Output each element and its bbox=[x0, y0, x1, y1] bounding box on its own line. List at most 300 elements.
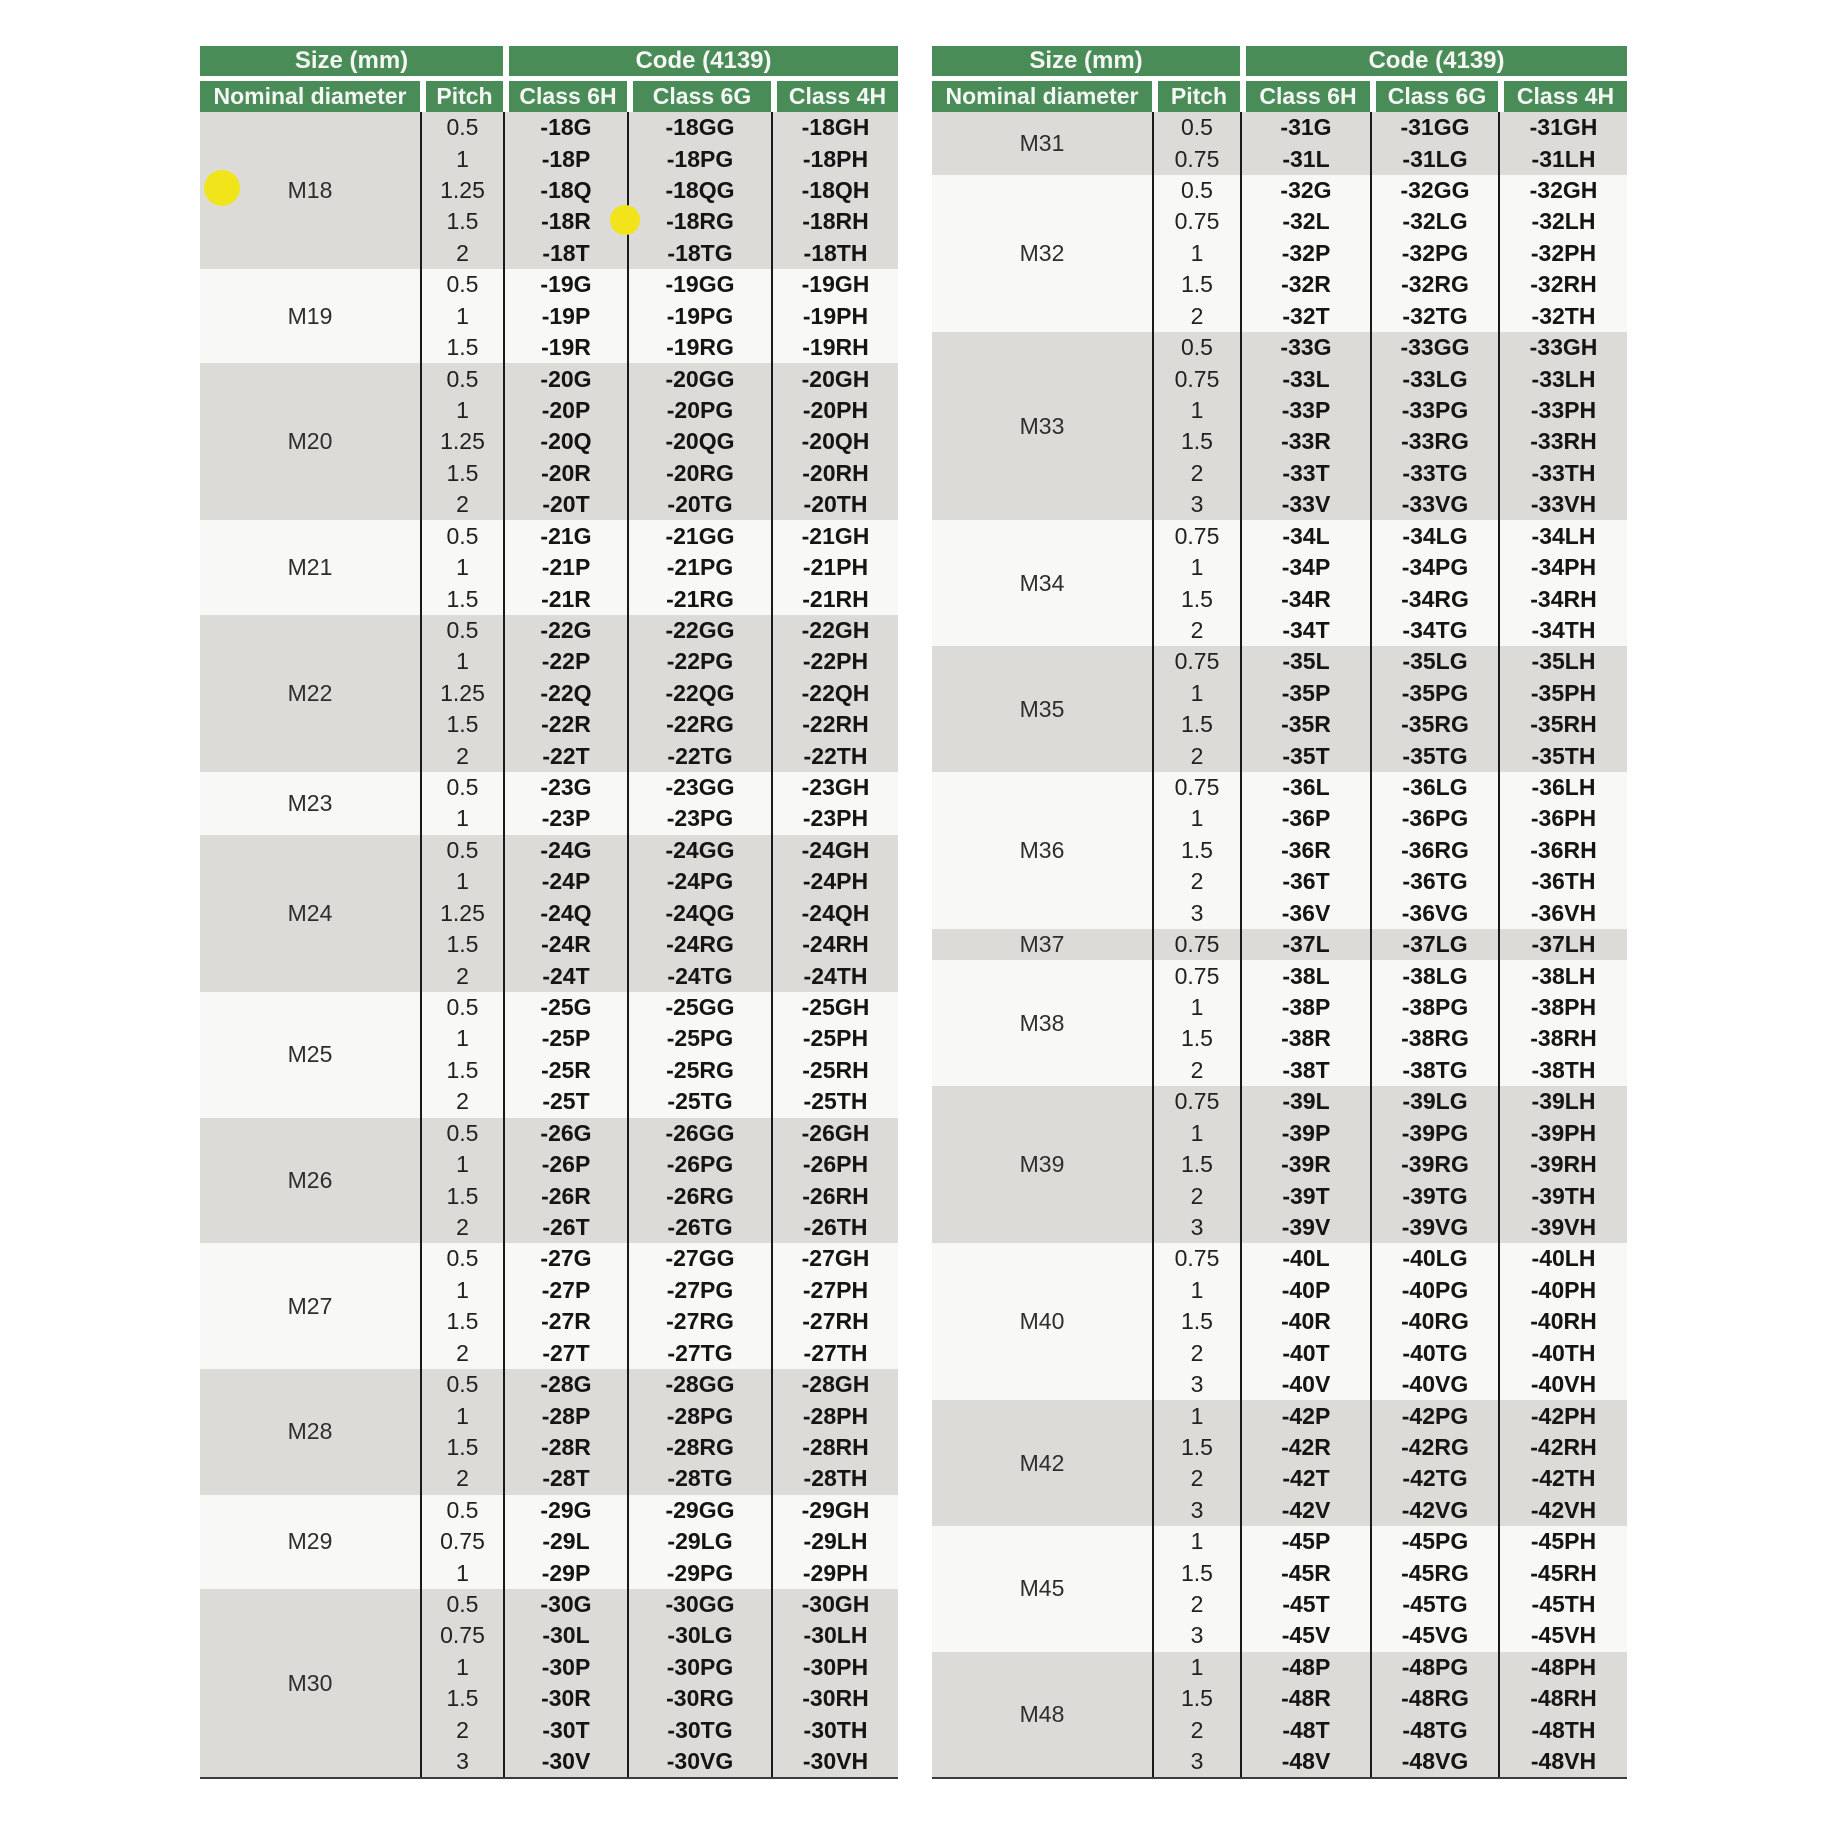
header-group-row bbox=[200, 46, 898, 76]
code-cell: -45PG bbox=[1370, 1526, 1498, 1557]
code-cell: -45R bbox=[1240, 1557, 1370, 1588]
diameter-cell: M31 bbox=[1019, 129, 1065, 156]
pitch-cell: 1.5 bbox=[1152, 583, 1240, 614]
code-cell: -18G bbox=[503, 112, 627, 143]
code-cell: -20TG bbox=[627, 489, 771, 520]
code-cell: -37LG bbox=[1370, 929, 1498, 960]
pitch-cell: 0.75 bbox=[1152, 646, 1240, 677]
code-cell: -39TG bbox=[1370, 1180, 1498, 1211]
pitch-cell: 1.5 bbox=[420, 1683, 503, 1714]
code-cell: -38PG bbox=[1370, 992, 1498, 1023]
pitch-cell: 1 bbox=[420, 1652, 503, 1683]
code-cell: -35LG bbox=[1370, 646, 1498, 677]
code-cell: -33RH bbox=[1498, 426, 1627, 457]
code-cell: -26GH bbox=[771, 1118, 898, 1149]
code-cell: -27PG bbox=[627, 1275, 771, 1306]
code-cell: -18T bbox=[503, 238, 627, 269]
pitch-cell: 1.5 bbox=[1152, 426, 1240, 457]
code-cell: -42PG bbox=[1370, 1400, 1498, 1431]
column-header-class-6h: Class 6H bbox=[503, 81, 627, 112]
code-cell: -35TH bbox=[1498, 740, 1627, 771]
table-body bbox=[932, 112, 1627, 1779]
code-cell: -30P bbox=[503, 1652, 627, 1683]
pitch-cell: 2 bbox=[1152, 1180, 1240, 1211]
code-cell: -40P bbox=[1240, 1275, 1370, 1306]
code-cell: -45VH bbox=[1498, 1620, 1627, 1651]
code-cell: -30L bbox=[503, 1620, 627, 1651]
pitch-cell: 0.75 bbox=[1152, 143, 1240, 174]
code-cell: -28TG bbox=[627, 1463, 771, 1494]
code-cell: -19PH bbox=[771, 301, 898, 332]
code-cell: -28PG bbox=[627, 1400, 771, 1431]
code-cell: -30G bbox=[503, 1589, 627, 1620]
code-cell: -30RG bbox=[627, 1683, 771, 1714]
code-cell: -35PG bbox=[1370, 678, 1498, 709]
diameter-cell: M40 bbox=[1019, 1308, 1065, 1335]
code-cell: -45TH bbox=[1498, 1589, 1627, 1620]
code-cell: -29G bbox=[503, 1495, 627, 1526]
code-cell: -26TG bbox=[627, 1212, 771, 1243]
table-body bbox=[200, 112, 898, 1779]
code-cell: -33R bbox=[1240, 426, 1370, 457]
code-cell: -21P bbox=[503, 552, 627, 583]
pitch-cell: 1.5 bbox=[1152, 269, 1240, 300]
code-cell: -40PH bbox=[1498, 1275, 1627, 1306]
code-cell: -27TG bbox=[627, 1337, 771, 1368]
code-cell: -36P bbox=[1240, 803, 1370, 834]
pitch-cell: 0.5 bbox=[1152, 175, 1240, 206]
code-cell: -21GG bbox=[627, 520, 771, 551]
pitch-cell: 0.75 bbox=[1152, 772, 1240, 803]
pitch-cell: 3 bbox=[1152, 1212, 1240, 1243]
size-group-m48 bbox=[932, 1652, 1627, 1778]
click-marker-1 bbox=[204, 170, 240, 206]
code-cell: -38R bbox=[1240, 1023, 1370, 1054]
code-cell: -28PH bbox=[771, 1400, 898, 1431]
diameter-cell: M45 bbox=[1019, 1575, 1065, 1602]
code-cell: -40LH bbox=[1498, 1243, 1627, 1274]
code-cell: -18RH bbox=[771, 206, 898, 237]
pitch-cell: 0.75 bbox=[1152, 363, 1240, 394]
code-cell: -35TG bbox=[1370, 740, 1498, 771]
code-cell: -36TH bbox=[1498, 866, 1627, 897]
diameter-cell: M20 bbox=[287, 428, 333, 455]
pitch-cell: 0.5 bbox=[420, 1243, 503, 1274]
code-cell: -35RG bbox=[1370, 709, 1498, 740]
code-cell: -21RH bbox=[771, 583, 898, 614]
code-cell: -24QG bbox=[627, 898, 771, 929]
code-cell: -29LH bbox=[771, 1526, 898, 1557]
size-group-m24 bbox=[200, 835, 898, 992]
code-cell: -45RH bbox=[1498, 1557, 1627, 1588]
pitch-cell: 1 bbox=[1152, 395, 1240, 426]
code-cell: -39VH bbox=[1498, 1212, 1627, 1243]
code-cell: -27GH bbox=[771, 1243, 898, 1274]
code-cell: -38TG bbox=[1370, 1055, 1498, 1086]
size-header-cell: Size (mm) bbox=[932, 46, 1240, 76]
code-cell: -40TH bbox=[1498, 1337, 1627, 1368]
code-cell: -36VH bbox=[1498, 898, 1627, 929]
code-cell: -36VG bbox=[1370, 898, 1498, 929]
code-cell: -39TH bbox=[1498, 1180, 1627, 1211]
code-cell: -31LH bbox=[1498, 143, 1627, 174]
pitch-cell: 3 bbox=[1152, 1746, 1240, 1777]
code-cell: -28TH bbox=[771, 1463, 898, 1494]
pitch-cell: 2 bbox=[420, 1337, 503, 1368]
code-cell: -34LH bbox=[1498, 520, 1627, 551]
code-cell: -39T bbox=[1240, 1180, 1370, 1211]
code-cell: -18TG bbox=[627, 238, 771, 269]
code-cell: -29L bbox=[503, 1526, 627, 1557]
code-cell: -25P bbox=[503, 1023, 627, 1054]
code-cell: -33TH bbox=[1498, 458, 1627, 489]
pitch-cell: 1.5 bbox=[420, 1055, 503, 1086]
code-cell: -34PG bbox=[1370, 552, 1498, 583]
code-cell: -34RG bbox=[1370, 583, 1498, 614]
code-cell: -38LH bbox=[1498, 960, 1627, 991]
code-cell: -26PG bbox=[627, 1149, 771, 1180]
code-cell: -34RH bbox=[1498, 583, 1627, 614]
code-cell: -36PH bbox=[1498, 803, 1627, 834]
code-cell: -18PG bbox=[627, 143, 771, 174]
code-cell: -32LG bbox=[1370, 206, 1498, 237]
pitch-cell: 2 bbox=[420, 740, 503, 771]
code-cell: -20P bbox=[503, 395, 627, 426]
code-cell: -24TH bbox=[771, 960, 898, 991]
code-cell: -34TH bbox=[1498, 615, 1627, 646]
code-cell: -39P bbox=[1240, 1118, 1370, 1149]
code-cell: -19GH bbox=[771, 269, 898, 300]
code-cell: -30GG bbox=[627, 1589, 771, 1620]
diameter-cell: M35 bbox=[1019, 695, 1065, 722]
pitch-cell: 0.5 bbox=[420, 1118, 503, 1149]
code-cell: -27RG bbox=[627, 1306, 771, 1337]
code-cell: -25RH bbox=[771, 1055, 898, 1086]
diameter-cell: M19 bbox=[287, 302, 333, 329]
code-cell: -24RH bbox=[771, 929, 898, 960]
code-cell: -31LG bbox=[1370, 143, 1498, 174]
code-cell: -35LH bbox=[1498, 646, 1627, 677]
pitch-cell: 1.5 bbox=[1152, 1557, 1240, 1588]
diameter-cell: M29 bbox=[287, 1528, 333, 1555]
code-cell: -33VH bbox=[1498, 489, 1627, 520]
code-cell: -48T bbox=[1240, 1715, 1370, 1746]
code-cell: -18TH bbox=[771, 238, 898, 269]
pitch-cell: 0.5 bbox=[420, 269, 503, 300]
size-group-m34 bbox=[932, 520, 1627, 646]
code-cell: -24T bbox=[503, 960, 627, 991]
pitch-cell: 1.5 bbox=[420, 929, 503, 960]
code-cell: -45V bbox=[1240, 1620, 1370, 1651]
code-cell: -30PG bbox=[627, 1652, 771, 1683]
code-cell: -22GG bbox=[627, 615, 771, 646]
code-cell: -35RH bbox=[1498, 709, 1627, 740]
code-cell: -39R bbox=[1240, 1149, 1370, 1180]
code-cell: -28P bbox=[503, 1400, 627, 1431]
pitch-cell: 0.5 bbox=[420, 520, 503, 551]
code-cell: -40PG bbox=[1370, 1275, 1498, 1306]
code-cell: -19GG bbox=[627, 269, 771, 300]
pitch-cell: 1 bbox=[1152, 678, 1240, 709]
code-cell: -29GH bbox=[771, 1495, 898, 1526]
code-cell: -38P bbox=[1240, 992, 1370, 1023]
code-cell: -18QG bbox=[627, 175, 771, 206]
pitch-cell: 1 bbox=[420, 1400, 503, 1431]
code-cell: -24G bbox=[503, 835, 627, 866]
code-cell: -22QH bbox=[771, 678, 898, 709]
code-cell: -26RG bbox=[627, 1180, 771, 1211]
code-cell: -48VG bbox=[1370, 1746, 1498, 1777]
code-cell: -36L bbox=[1240, 772, 1370, 803]
code-cell: -39V bbox=[1240, 1212, 1370, 1243]
diameter-cell: M24 bbox=[287, 899, 333, 926]
code-cell: -42TH bbox=[1498, 1463, 1627, 1494]
column-header-row bbox=[932, 81, 1627, 112]
size-group-m36 bbox=[932, 772, 1627, 929]
pitch-cell: 1.5 bbox=[1152, 1306, 1240, 1337]
code-cell: -30RH bbox=[771, 1683, 898, 1714]
pitch-cell: 2 bbox=[1152, 615, 1240, 646]
code-cell: -40V bbox=[1240, 1369, 1370, 1400]
diameter-cell: M28 bbox=[287, 1418, 333, 1445]
column-header-class-6h: Class 6H bbox=[1240, 81, 1370, 112]
code-cell: -38LG bbox=[1370, 960, 1498, 991]
code-cell: -30LG bbox=[627, 1620, 771, 1651]
code-cell: -30GH bbox=[771, 1589, 898, 1620]
code-cell: -33TG bbox=[1370, 458, 1498, 489]
pitch-cell: 2 bbox=[1152, 301, 1240, 332]
pitch-cell: 1 bbox=[420, 143, 503, 174]
column-header-class-4h: Class 4H bbox=[1498, 81, 1627, 112]
code-cell: -39RG bbox=[1370, 1149, 1498, 1180]
code-cell: -20RH bbox=[771, 458, 898, 489]
code-cell: -29LG bbox=[627, 1526, 771, 1557]
code-cell: -48P bbox=[1240, 1652, 1370, 1683]
code-cell: -23P bbox=[503, 803, 627, 834]
code-cell: -21RG bbox=[627, 583, 771, 614]
size-group-m42 bbox=[932, 1400, 1627, 1526]
diameter-cell: M38 bbox=[1019, 1009, 1065, 1036]
pitch-cell: 1 bbox=[420, 1023, 503, 1054]
code-cell: -48VH bbox=[1498, 1746, 1627, 1777]
pitch-cell: 3 bbox=[1152, 1495, 1240, 1526]
pitch-cell: 3 bbox=[1152, 898, 1240, 929]
pitch-cell: 0.75 bbox=[1152, 929, 1240, 960]
pitch-cell: 1.25 bbox=[420, 426, 503, 457]
size-group-m37 bbox=[932, 929, 1627, 960]
diameter-cell: M22 bbox=[287, 679, 333, 706]
pitch-cell: 0.5 bbox=[420, 992, 503, 1023]
pitch-cell: 1 bbox=[1152, 1400, 1240, 1431]
code-cell: -32GG bbox=[1370, 175, 1498, 206]
pitch-cell: 0.5 bbox=[420, 1369, 503, 1400]
code-cell: -42V bbox=[1240, 1495, 1370, 1526]
code-cell: -24P bbox=[503, 866, 627, 897]
code-cell: -48PG bbox=[1370, 1652, 1498, 1683]
code-cell: -20G bbox=[503, 363, 627, 394]
code-cell: -30R bbox=[503, 1683, 627, 1714]
code-cell: -27G bbox=[503, 1243, 627, 1274]
code-cell: -36T bbox=[1240, 866, 1370, 897]
pitch-cell: 2 bbox=[1152, 1337, 1240, 1368]
size-group-m20 bbox=[200, 363, 898, 520]
diameter-cell: M39 bbox=[1019, 1151, 1065, 1178]
code-cell: -24QH bbox=[771, 898, 898, 929]
pitch-cell: 0.5 bbox=[420, 772, 503, 803]
code-cell: -33LH bbox=[1498, 363, 1627, 394]
code-cell: -40VG bbox=[1370, 1369, 1498, 1400]
diameter-cell: M25 bbox=[287, 1041, 333, 1068]
pitch-cell: 1.5 bbox=[420, 1180, 503, 1211]
code-cell: -19P bbox=[503, 301, 627, 332]
code-cell: -26RH bbox=[771, 1180, 898, 1211]
pitch-cell: 2 bbox=[420, 489, 503, 520]
pitch-cell: 0.5 bbox=[420, 1495, 503, 1526]
code-cell: -23G bbox=[503, 772, 627, 803]
code-cell: -25TH bbox=[771, 1086, 898, 1117]
code-cell: -27RH bbox=[771, 1306, 898, 1337]
code-cell: -30VG bbox=[627, 1746, 771, 1777]
code-cell: -24R bbox=[503, 929, 627, 960]
size-group-m28 bbox=[200, 1369, 898, 1495]
code-cell: -28GH bbox=[771, 1369, 898, 1400]
code-cell: -39RH bbox=[1498, 1149, 1627, 1180]
pitch-cell: 1.5 bbox=[420, 1432, 503, 1463]
code-cell: -45T bbox=[1240, 1589, 1370, 1620]
code-cell: -36PG bbox=[1370, 803, 1498, 834]
pitch-cell: 0.75 bbox=[420, 1526, 503, 1557]
code-cell: -23PG bbox=[627, 803, 771, 834]
pitch-cell: 0.5 bbox=[420, 112, 503, 143]
code-cell: -18PH bbox=[771, 143, 898, 174]
code-cell: -18GH bbox=[771, 112, 898, 143]
code-cell: -35T bbox=[1240, 740, 1370, 771]
code-cell: -33PG bbox=[1370, 395, 1498, 426]
pitch-cell: 1 bbox=[420, 866, 503, 897]
code-cell: -40T bbox=[1240, 1337, 1370, 1368]
code-cell: -32LH bbox=[1498, 206, 1627, 237]
pitch-cell: 0.5 bbox=[1152, 112, 1240, 143]
code-cell: -39VG bbox=[1370, 1212, 1498, 1243]
code-cell: -27T bbox=[503, 1337, 627, 1368]
code-cell: -31G bbox=[1240, 112, 1370, 143]
code-cell: -30LH bbox=[771, 1620, 898, 1651]
code-cell: -31GH bbox=[1498, 112, 1627, 143]
code-cell: -40RH bbox=[1498, 1306, 1627, 1337]
diameter-cell: M33 bbox=[1019, 412, 1065, 439]
code-cell: -32GH bbox=[1498, 175, 1627, 206]
size-group-m25 bbox=[200, 992, 898, 1118]
code-cell: -22T bbox=[503, 740, 627, 771]
code-cell: -24Q bbox=[503, 898, 627, 929]
pitch-cell: 1 bbox=[1152, 1118, 1240, 1149]
code-cell: -33PH bbox=[1498, 395, 1627, 426]
pitch-cell: 1.5 bbox=[1152, 835, 1240, 866]
pitch-cell: 1 bbox=[1152, 803, 1240, 834]
code-cell: -20GH bbox=[771, 363, 898, 394]
code-cell: -21GH bbox=[771, 520, 898, 551]
pitch-cell: 1.5 bbox=[420, 1306, 503, 1337]
column-header-pitch: Pitch bbox=[1152, 81, 1240, 112]
code-cell: -33VG bbox=[1370, 489, 1498, 520]
code-cell: -33P bbox=[1240, 395, 1370, 426]
pitch-cell: 1 bbox=[420, 552, 503, 583]
size-group-m40 bbox=[932, 1243, 1627, 1400]
size-group-m26 bbox=[200, 1118, 898, 1244]
code-cell: -22TG bbox=[627, 740, 771, 771]
size-group-m39 bbox=[932, 1086, 1627, 1243]
code-cell: -32TH bbox=[1498, 301, 1627, 332]
pitch-cell: 1 bbox=[420, 646, 503, 677]
code-cell: -42VG bbox=[1370, 1495, 1498, 1526]
code-cell: -22PH bbox=[771, 646, 898, 677]
code-cell: -21PG bbox=[627, 552, 771, 583]
code-cell: -48R bbox=[1240, 1683, 1370, 1714]
pitch-cell: 0.75 bbox=[1152, 1243, 1240, 1274]
code-cell: -18P bbox=[503, 143, 627, 174]
pitch-cell: 2 bbox=[420, 1463, 503, 1494]
code-cell: -45PH bbox=[1498, 1526, 1627, 1557]
code-cell: -38L bbox=[1240, 960, 1370, 991]
diameter-cell: M30 bbox=[287, 1669, 333, 1696]
pitch-cell: 0.5 bbox=[1152, 332, 1240, 363]
code-cell: -36RH bbox=[1498, 835, 1627, 866]
size-header-cell: Size (mm) bbox=[200, 46, 503, 76]
code-cell: -36RG bbox=[1370, 835, 1498, 866]
code-cell: -29PG bbox=[627, 1557, 771, 1588]
pitch-cell: 0.5 bbox=[420, 1589, 503, 1620]
code-cell: -20T bbox=[503, 489, 627, 520]
pitch-cell: 0.75 bbox=[1152, 960, 1240, 991]
code-cell: -26R bbox=[503, 1180, 627, 1211]
code-cell: -25R bbox=[503, 1055, 627, 1086]
code-cell: -34TG bbox=[1370, 615, 1498, 646]
code-cell: -25PG bbox=[627, 1023, 771, 1054]
code-cell: -25G bbox=[503, 992, 627, 1023]
code-cell: -34T bbox=[1240, 615, 1370, 646]
code-cell: -21G bbox=[503, 520, 627, 551]
code-cell: -18QH bbox=[771, 175, 898, 206]
pitch-cell: 1.5 bbox=[1152, 1023, 1240, 1054]
code-cell: -33GG bbox=[1370, 332, 1498, 363]
code-cell: -48PH bbox=[1498, 1652, 1627, 1683]
code-cell: -19G bbox=[503, 269, 627, 300]
pitch-cell: 1.5 bbox=[420, 458, 503, 489]
code-cell: -26TH bbox=[771, 1212, 898, 1243]
diameter-cell: M18 bbox=[287, 177, 333, 204]
code-cell: -24PH bbox=[771, 866, 898, 897]
code-cell: -28RG bbox=[627, 1432, 771, 1463]
code-cell: -30TG bbox=[627, 1715, 771, 1746]
code-cell: -35PH bbox=[1498, 678, 1627, 709]
code-cell: -48RG bbox=[1370, 1683, 1498, 1714]
pitch-cell: 3 bbox=[420, 1746, 503, 1777]
pitch-cell: 2 bbox=[420, 1212, 503, 1243]
size-group-m22 bbox=[200, 615, 898, 772]
size-group-m18 bbox=[200, 112, 898, 269]
code-cell: -32G bbox=[1240, 175, 1370, 206]
header-group-row bbox=[932, 46, 1627, 76]
code-cell: -22RH bbox=[771, 709, 898, 740]
code-cell: -20R bbox=[503, 458, 627, 489]
code-cell: -19R bbox=[503, 332, 627, 363]
code-cell: -38PH bbox=[1498, 992, 1627, 1023]
code-cell: -42VH bbox=[1498, 1495, 1627, 1526]
code-cell: -30V bbox=[503, 1746, 627, 1777]
code-cell: -20TH bbox=[771, 489, 898, 520]
code-cell: -30T bbox=[503, 1715, 627, 1746]
diameter-cell: M42 bbox=[1019, 1449, 1065, 1476]
